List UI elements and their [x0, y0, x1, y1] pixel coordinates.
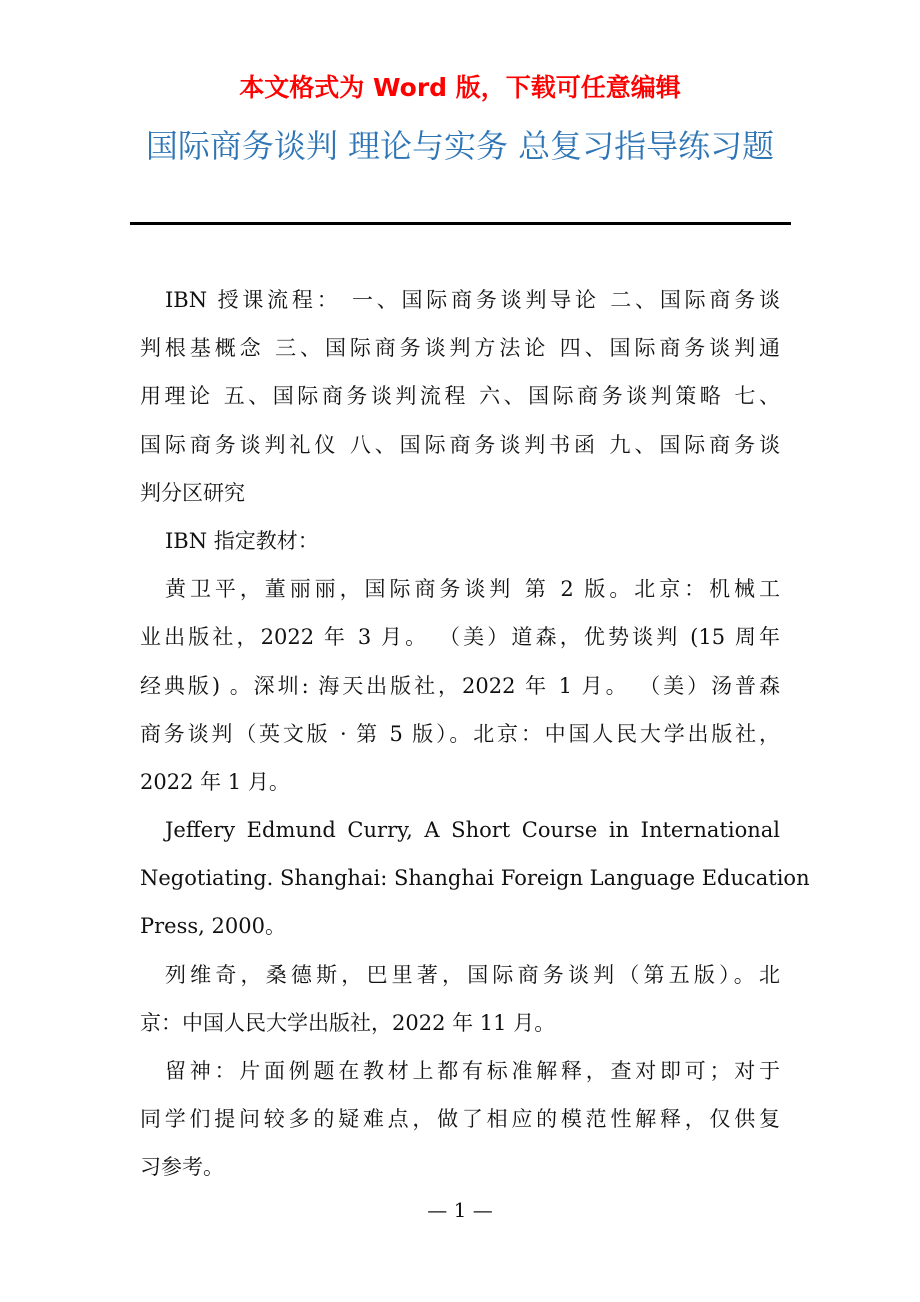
- paragraph-note: [140, 1051, 780, 1196]
- text-line: 2022 年 1 月。: [140, 769, 290, 794]
- page-number: — 1 —: [427, 1198, 493, 1222]
- text-line: 同学们提问较多的疑难点，做了相应的模范性解释，仅供复: [140, 1107, 780, 1132]
- text-line: IBN 指定教材：: [165, 528, 319, 553]
- text-line: Press, 2000。: [140, 914, 286, 939]
- text-line: 留神：片面例题在教材上都有标准解释，查对即可；对于: [165, 1059, 780, 1083]
- text-line: Negotiating. Shanghai: Shanghai Foreign Language Education: [140, 866, 810, 891]
- text-line: 经典版) 。深圳: 海天出版社，2022 年 1 月。 （美）汤普森: [140, 673, 780, 698]
- document-body: [140, 280, 810, 1196]
- text-line: 列维奇，桑德斯，巴里著，国际商务谈判（第五版）。北: [165, 962, 780, 987]
- paragraph-textbooks: [140, 569, 780, 810]
- text-line: 判根基概念 三、国际商务谈判方法论 四、国际商务谈判通: [140, 336, 780, 361]
- paragraph-course-outline: [140, 280, 780, 521]
- text-line: 黄卫平，董丽丽，国际商务谈判 第 2 版。北京：机械工: [165, 577, 780, 602]
- paragraph-reference: [140, 955, 780, 1051]
- paragraph-textbooks-heading: [140, 521, 780, 569]
- title-divider: [130, 222, 791, 225]
- text-line: 习参考。: [140, 1155, 224, 1180]
- text-line: 京：中国人民大学出版社，2022 年 11 月。: [140, 1010, 556, 1035]
- paragraph-english-reference: [140, 810, 810, 955]
- text-line: 商务谈判（英文版 · 第 5 版）。北京：中国人民大学出版社，: [140, 721, 780, 746]
- text-line: IBN 授课流程： 一、国际商务谈判导论 二、国际商务谈: [165, 288, 780, 312]
- text-line: 用理论 五、国际商务谈判流程 六、国际商务谈判策略 七、: [140, 384, 780, 409]
- text-line: 业出版社，2022 年 3 月。 （美）道森，优势谈判 (15 周年: [140, 625, 780, 650]
- text-line: 国际商务谈判礼仪 八、国际商务谈判书函 九、国际商务谈: [140, 432, 780, 457]
- document-title: 国际商务谈判 理论与实务 总复习指导练习题: [145, 127, 775, 165]
- text-line: Jeffery Edmund Curry, A Short Course in International: [165, 818, 780, 843]
- download-notice: 本文格式为 Word 版，下载可任意编辑: [239, 73, 681, 102]
- text-line: 判分区研究: [140, 480, 245, 505]
